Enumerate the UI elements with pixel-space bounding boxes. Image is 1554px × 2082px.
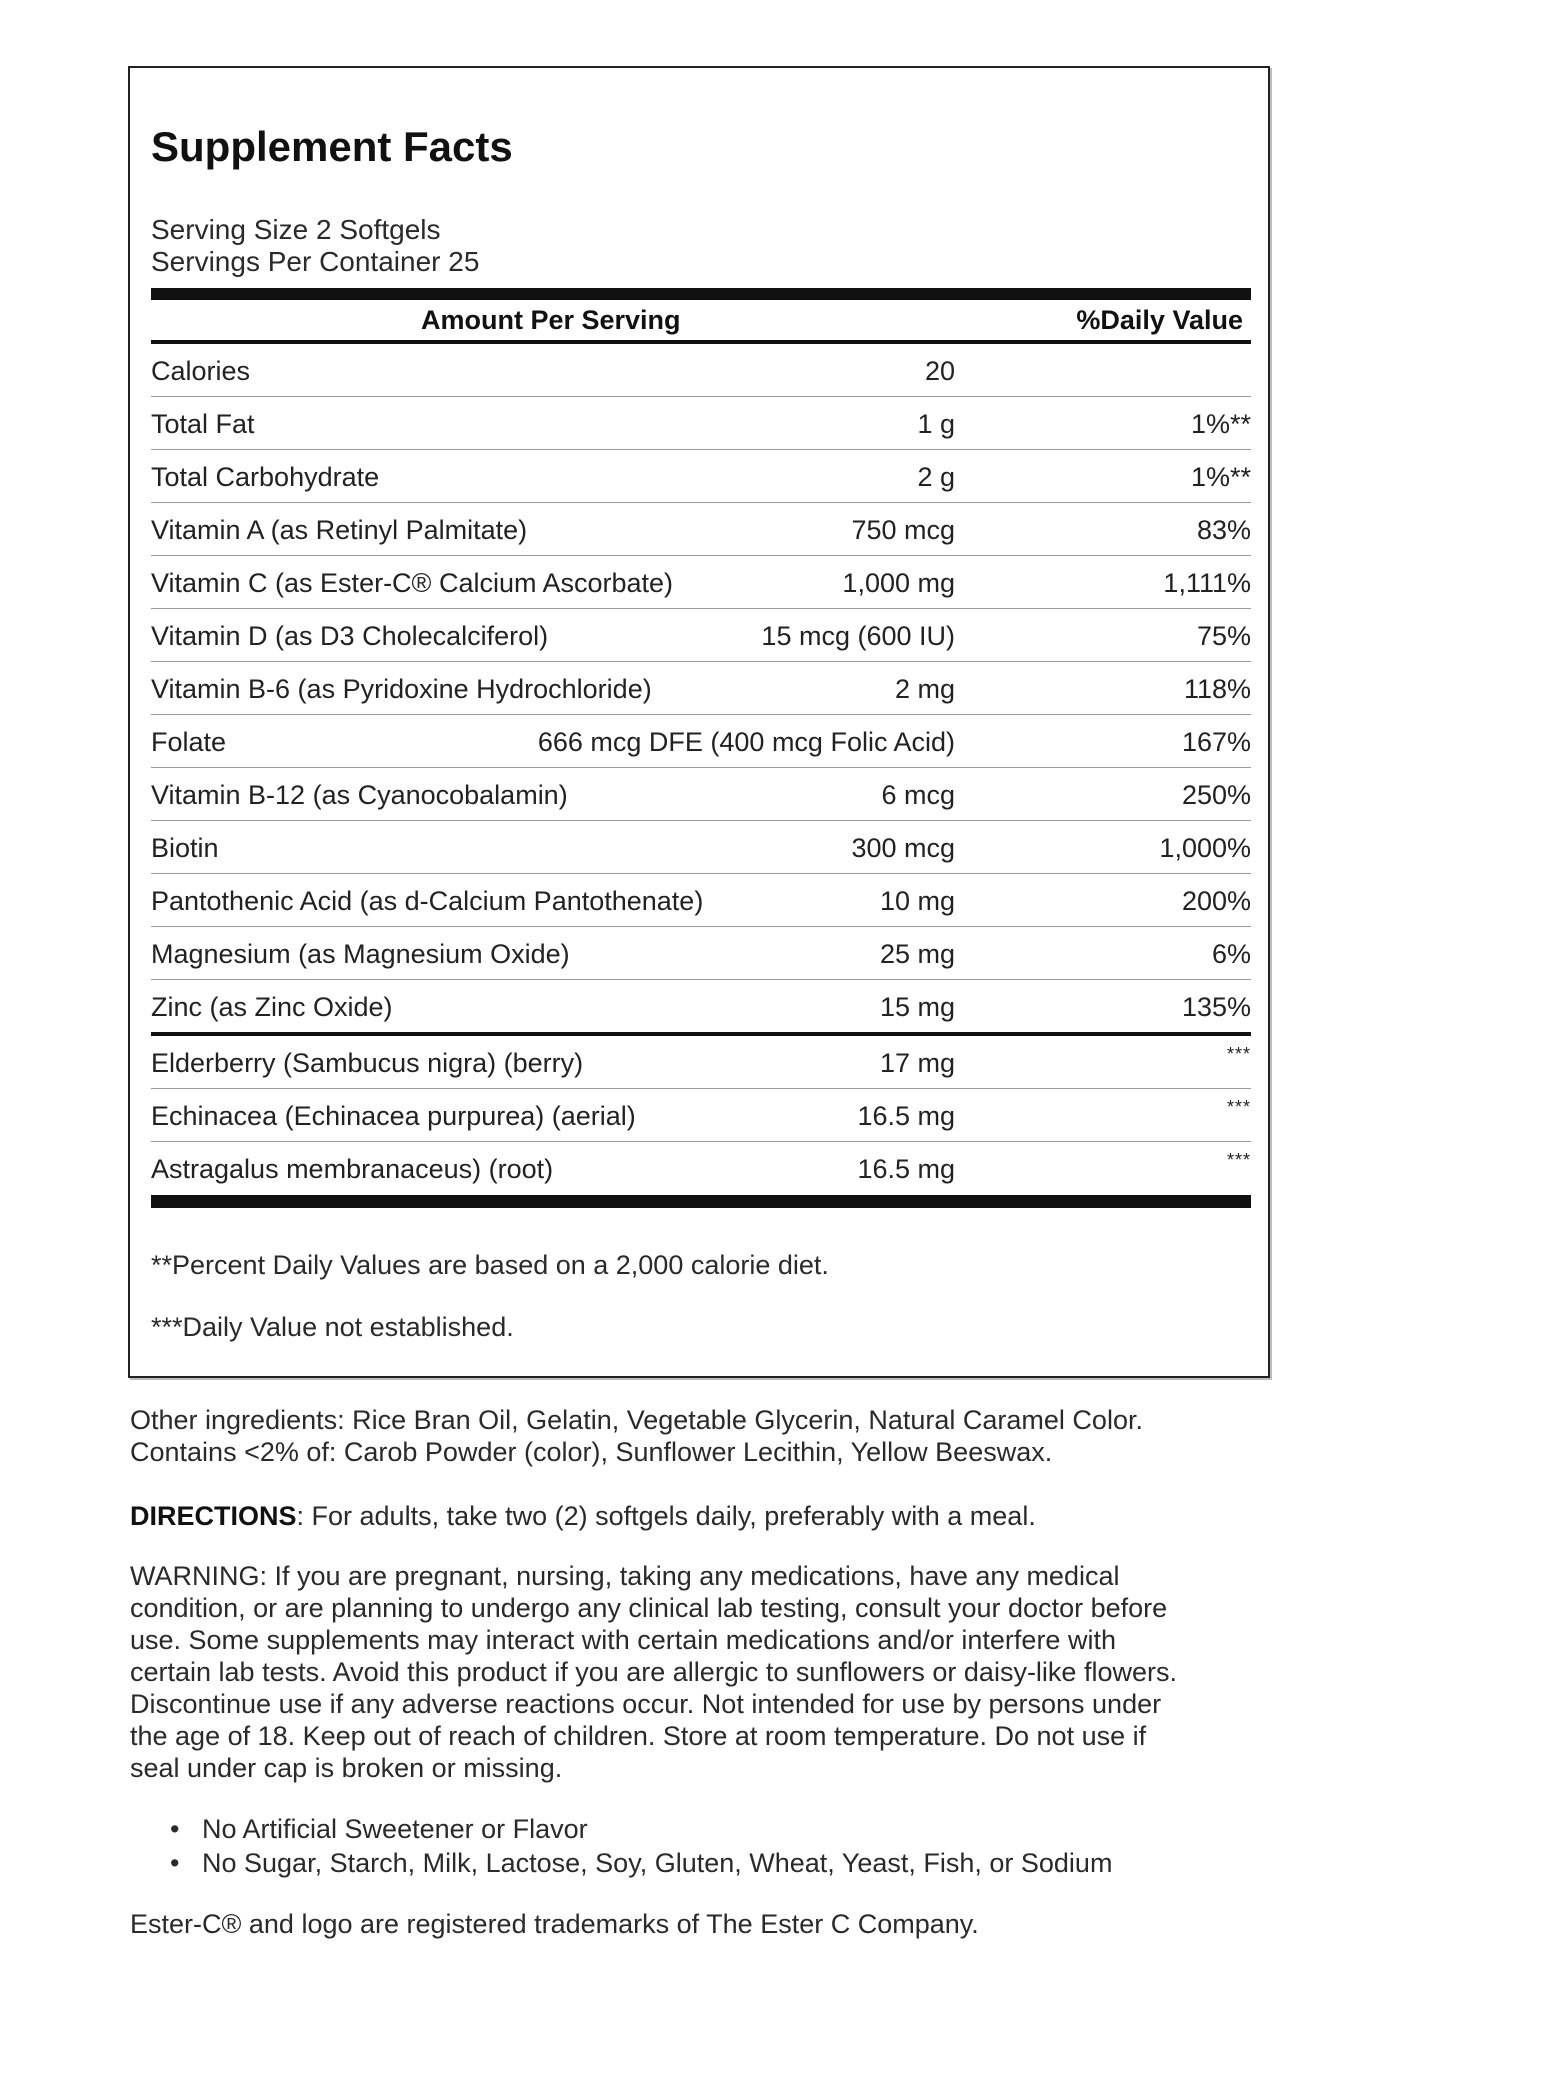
bottom-thick-rule xyxy=(151,1195,1251,1208)
nutrient-name: Vitamin B-12 (as Cyanocobalamin) xyxy=(151,780,568,810)
claims-list xyxy=(170,1812,1112,1880)
nutrient-name: Zinc (as Zinc Oxide) xyxy=(151,992,393,1022)
nutrient-name: Elderberry (Sambucus nigra) (berry) xyxy=(151,1048,584,1078)
nutrient-amount: 300 mcg xyxy=(851,833,955,863)
nutrient-name: Folate xyxy=(151,727,227,757)
header-amount-per-serving: Amount Per Serving xyxy=(421,305,681,335)
footnote-percent-dv: **Percent Daily Values are based on a 2,000 calorie diet. xyxy=(151,1250,829,1280)
nutrient-name: Astragalus membranaceus) (root) xyxy=(151,1154,554,1184)
warning-line: the age of 18. Keep out of reach of children. Store at room temperature. Do not use if xyxy=(130,1721,1147,1751)
other-ingredients-line: Contains <2% of: Carob Powder (color), Sunflower Lecithin, Yellow Beeswax. xyxy=(130,1437,1053,1467)
nutrient-amount: 666 mcg DFE (400 mcg Folic Acid) xyxy=(537,727,955,757)
table-row xyxy=(151,450,1251,503)
nutrient-amount: 750 mcg xyxy=(851,515,955,545)
nutrient-name: Echinacea (Echinacea purpurea) (aerial) xyxy=(151,1101,636,1131)
serving-info xyxy=(151,214,479,278)
warning-line: certain lab tests. Avoid this product if you are allergic to sunflowers or daisy-like flowers. xyxy=(130,1657,1177,1687)
nutrient-dv: 250% xyxy=(1181,780,1251,810)
nutrient-dv: 83% xyxy=(1196,515,1251,545)
facts-table xyxy=(151,288,1251,1208)
table-row xyxy=(151,1089,1251,1142)
nutrient-name: Total Fat xyxy=(151,409,255,439)
table-row xyxy=(151,662,1251,715)
nutrient-amount: 6 mcg xyxy=(881,780,955,810)
nutrient-amount: 15 mg xyxy=(879,992,955,1022)
nutrient-dv: *** xyxy=(1226,1097,1251,1117)
nutrient-dv: 1,000% xyxy=(1159,833,1251,863)
nutrient-name: Biotin xyxy=(151,833,219,863)
other-ingredients-line: Other ingredients: Rice Bran Oil, Gelatin, Vegetable Glycerin, Natural Caramel Color. xyxy=(130,1405,1143,1435)
nutrient-dv: 135% xyxy=(1181,992,1251,1022)
nutrient-dv: 75% xyxy=(1196,621,1251,651)
nutrient-dv: 167% xyxy=(1181,727,1251,757)
trademark-notice: Ester-C® and logo are registered trademarks of The Ester C Company. xyxy=(130,1909,979,1939)
serving-size: Serving Size 2 Softgels xyxy=(151,214,441,245)
nutrient-dv: 1,111% xyxy=(1163,568,1251,598)
table-row xyxy=(151,503,1251,556)
table-row xyxy=(151,768,1251,821)
warning-line: WARNING: If you are pregnant, nursing, taking any medications, have any medical xyxy=(130,1561,1120,1591)
nutrient-dv: 6% xyxy=(1211,939,1251,969)
nutrient-dv: *** xyxy=(1226,1150,1251,1170)
warning-line: condition, or are planning to undergo any clinical lab testing, consult your doctor before xyxy=(130,1593,1168,1623)
table-row xyxy=(151,609,1251,662)
supplement-facts-panel xyxy=(128,66,1270,1378)
nutrient-name: Pantothenic Acid (as d-Calcium Pantothenate) xyxy=(151,886,704,916)
table-row xyxy=(151,1142,1251,1195)
top-thick-rule xyxy=(151,288,1251,300)
nutrient-amount: 10 mg xyxy=(879,886,955,916)
table-row xyxy=(151,556,1251,609)
directions xyxy=(130,1500,1270,1532)
table-row xyxy=(151,874,1251,927)
directions-text: : For adults, take two (2) softgels daily, preferably with a meal. xyxy=(296,1501,1036,1531)
nutrient-amount: 25 mg xyxy=(879,939,955,969)
column-header xyxy=(151,300,1251,344)
table-row xyxy=(151,927,1251,980)
nutrient-dv: 1%** xyxy=(1190,409,1251,439)
nutrient-dv: *** xyxy=(1226,1044,1251,1064)
table-row xyxy=(151,980,1251,1036)
warning-line: use. Some supplements may interact with certain medications and/or interfere with xyxy=(130,1625,1116,1655)
list-item: • No Artificial Sweetener or Flavor xyxy=(170,1812,1112,1846)
nutrient-amount: 16.5 mg xyxy=(857,1154,955,1184)
table-row xyxy=(151,1036,1251,1089)
nutrient-name: Magnesium (as Magnesium Oxide) xyxy=(151,939,570,969)
warning xyxy=(130,1560,1270,1784)
nutrient-dv: 1%** xyxy=(1190,462,1251,492)
nutrient-amount: 17 mg xyxy=(879,1048,955,1078)
nutrient-amount: 2 g xyxy=(917,462,955,492)
nutrient-amount: 1,000 mg xyxy=(842,568,955,598)
nutrient-name: Vitamin C (as Ester-C® Calcium Ascorbate) xyxy=(151,568,674,598)
directions-label: DIRECTIONS xyxy=(130,1501,297,1531)
nutrient-name: Total Carbohydrate xyxy=(151,462,380,492)
footnote-dv-not-established: ***Daily Value not established. xyxy=(151,1312,514,1342)
list-item: • No Sugar, Starch, Milk, Lactose, Soy, Gluten, Wheat, Yeast, Fish, or Sodium xyxy=(170,1846,1112,1880)
table-row xyxy=(151,715,1251,768)
warning-line: Discontinue use if any adverse reactions occur. Not intended for use by persons under xyxy=(130,1689,1162,1719)
nutrient-name: Calories xyxy=(151,356,251,386)
table-row xyxy=(151,821,1251,874)
nutrient-amount: 20 xyxy=(924,356,955,386)
nutrient-name: Vitamin A (as Retinyl Palmitate) xyxy=(151,515,528,545)
table-row xyxy=(151,397,1251,450)
header-daily-value: %Daily Value xyxy=(1076,305,1243,335)
servings-per-container: Servings Per Container 25 xyxy=(151,246,480,277)
nutrient-dv: 118% xyxy=(1183,674,1251,704)
nutrient-name: Vitamin B-6 (as Pyridoxine Hydrochloride) xyxy=(151,674,652,704)
nutrient-amount: 1 g xyxy=(917,409,955,439)
other-ingredients xyxy=(130,1404,1270,1468)
warning-line: seal under cap is broken or missing. xyxy=(130,1753,563,1783)
nutrient-amount: 15 mcg (600 IU) xyxy=(761,621,955,651)
nutrient-name: Vitamin D (as D3 Cholecalciferol) xyxy=(151,621,549,651)
table-row xyxy=(151,344,1251,397)
nutrient-amount: 2 mg xyxy=(894,674,955,704)
panel-title: Supplement Facts xyxy=(151,123,513,170)
nutrient-dv: 200% xyxy=(1181,886,1251,916)
nutrient-amount: 16.5 mg xyxy=(857,1101,955,1131)
